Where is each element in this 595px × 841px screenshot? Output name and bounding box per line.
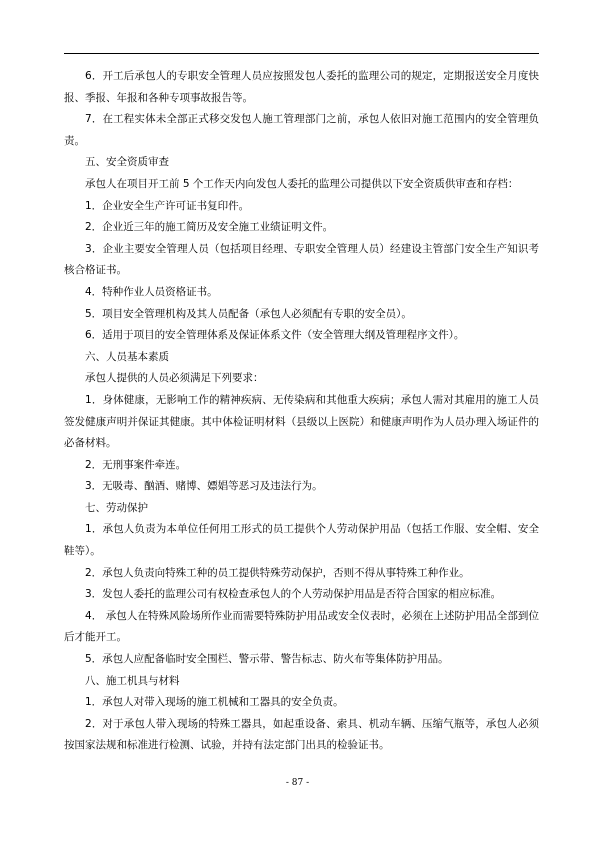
list-item: 6．适用于项目的安全管理体系及保证体系文件（安全管理大纲及管理程序文件）。 xyxy=(85,329,465,342)
paragraph: 6．开工后承包人的专职安全管理人员应按照发包人委托的监理公司的规定，定期报送安全月度快报、季报、年报和各种专项事故报告等。 xyxy=(64,70,539,104)
list-item: 3．企业主要安全管理人员（包括项目经理、专职安全管理人员）经建设主管部门安全生产知识考核合格证书。 xyxy=(64,242,539,277)
paragraph: 承包人提供的人员必须满足下列要求： xyxy=(85,372,264,385)
section-heading: 七、劳动保护 xyxy=(85,501,148,514)
list-item: 3．无吸毒、酗酒、赌博、嫖娼等恶习及违法行为。 xyxy=(85,480,323,493)
list-item: 3．发包人委托的监理公司有权检查承包人的个人劳动保护用品是否符合国家的相应标准。 xyxy=(85,588,502,601)
list-item: 1．承包人对带入现场的施工机械和工器具的安全负责。 xyxy=(85,696,344,709)
list-item: 2．无刑事案件牵连。 xyxy=(85,458,187,471)
list-item: 1．身体健康，无影响工作的精神疾病、无传染病和其他重大疾病；承包人需对其雇用的施工人员签发健康声明并保证其健康。其中体检证明材料（县级以上医院）和健康声明作为人员办理入场证件的必备材料。 xyxy=(64,393,539,450)
list-item: 1．承包人负责为本单位任何用工形式的员工提供个人劳动保护用品（包括工作服、安全帽、安全鞋等）。 xyxy=(64,523,539,558)
document-body xyxy=(64,66,539,757)
list-item: 2．承包人负责向特殊工种的员工提供特殊劳动保护，否则不得从事特殊工种作业。 xyxy=(85,566,470,579)
list-item: 1．企业安全生产许可证书复印件。 xyxy=(85,199,250,212)
list-item: 5．承包人应配备临时安全围栏、警示带、警告标志、防火布等集体防护用品。 xyxy=(85,653,449,666)
list-item: 4．特种作业人员资格证书。 xyxy=(85,285,218,298)
list-item: 2．企业近三年的施工简历及安全施工业绩证明文件。 xyxy=(85,221,334,234)
section-heading: 八、施工机具与材料 xyxy=(85,674,180,687)
section-heading: 六、人员基本素质 xyxy=(85,350,169,363)
header-rule xyxy=(64,53,539,54)
paragraph: 7．在工程实体未全部正式移交发包人施工管理部门之前，承包人依旧对施工范围内的安全管理负责。 xyxy=(64,113,539,147)
paragraph: 承包人在项目开工前 5 个工作天内向发包人委托的监理公司提供以下安全资质供审查和存档： xyxy=(85,177,519,190)
list-item: 2．对于承包人带入现场的特殊工器具，如起重设备、索具、机动车辆、压缩气瓶等，承包人必须按国家法规和标准进行检测、试验，并持有法定部门出具的检验证书。 xyxy=(64,717,539,752)
list-item: 4． 承包人在特殊风险场所作业而需要特殊防护用品或安全仪表时，必须在上述防护用品全部到位后才能开工。 xyxy=(64,609,539,644)
list-item: 5．项目安全管理机构及其人员配备（承包人必须配有专职的安全员）。 xyxy=(85,307,412,320)
section-heading: 五、安全资质审查 xyxy=(85,156,169,169)
page-number: - 87 - xyxy=(285,778,310,788)
